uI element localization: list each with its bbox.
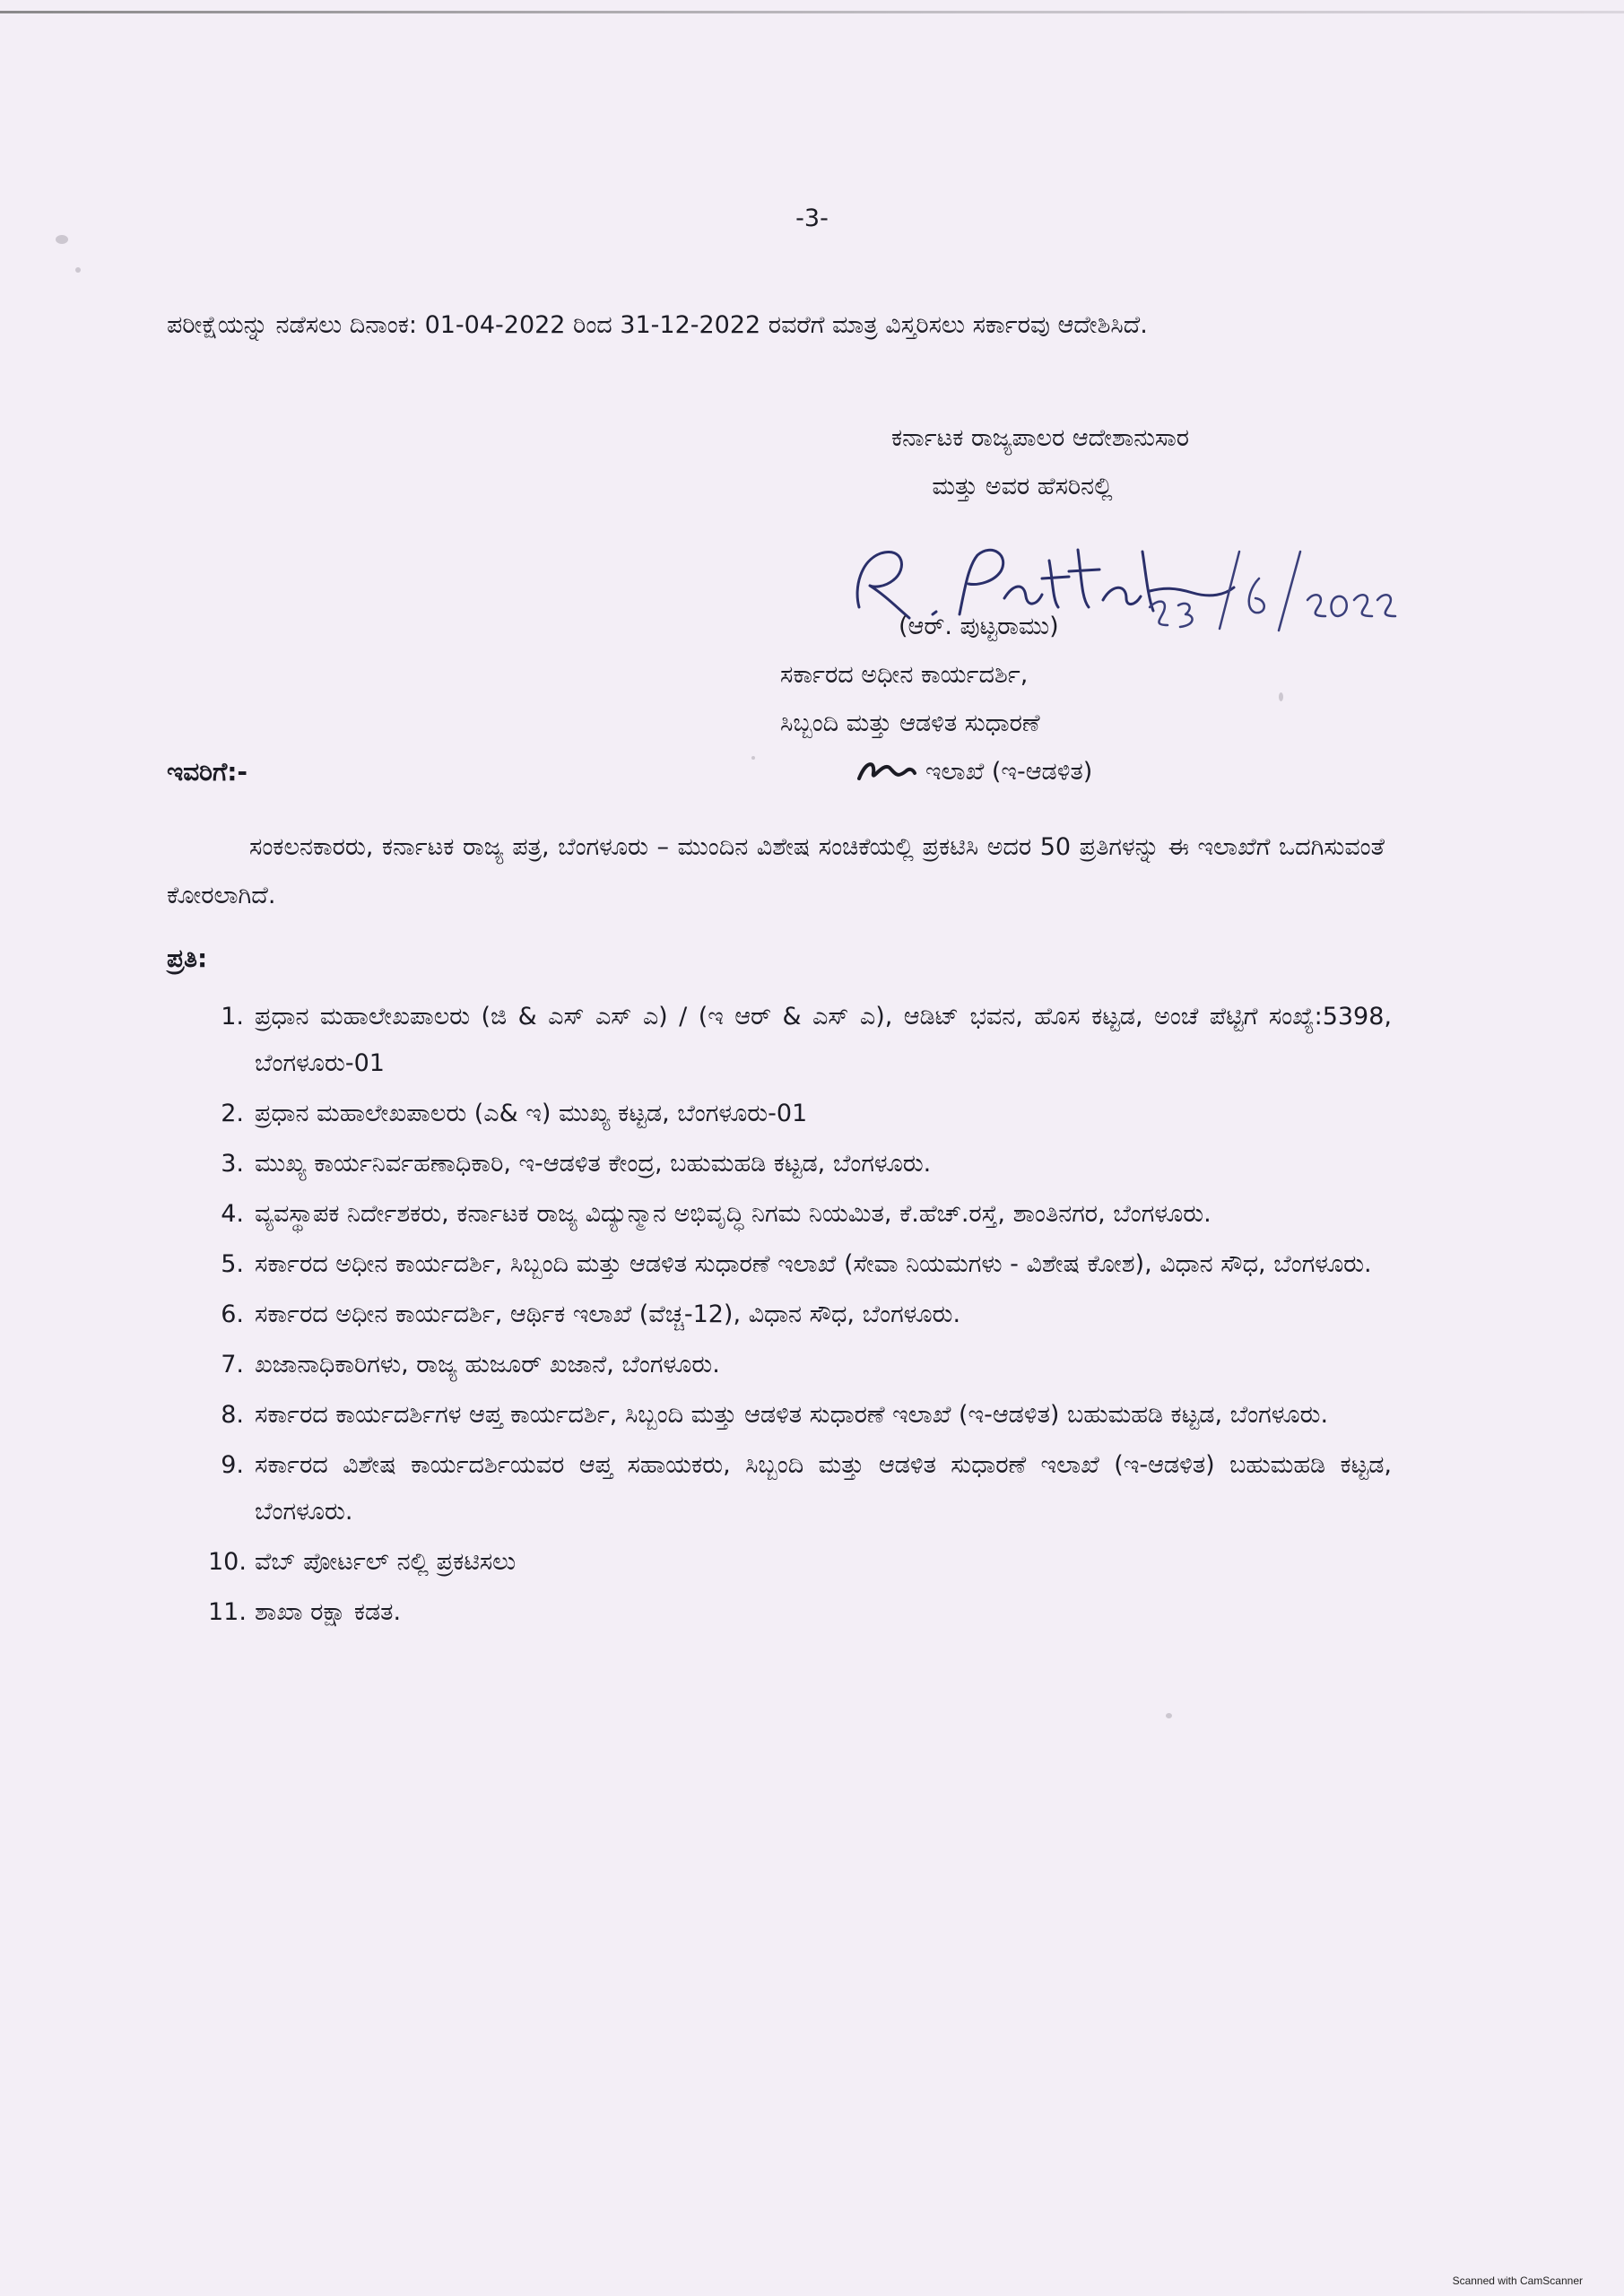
copy-item-text: ಮುಖ್ಯ ಕಾರ್ಯನಿರ್ವಹಣಾಧಿಕಾರಿ, ಇ-ಆಡಳಿತ ಕೇಂದ್ರ, ಬಹುಮಹಡಿ ಕಟ್ಟಡ, ಬೆಂಗಳೂರು. bbox=[255, 1150, 932, 1178]
signature-stroke bbox=[1142, 552, 1153, 611]
scan-top-edge bbox=[0, 11, 1624, 13]
copy-item-number: 10. bbox=[208, 1548, 247, 1576]
signatory-designation: ಸರ್ಕಾರದ ಅಧೀನ ಕಾರ್ಯದರ್ಶಿ, bbox=[780, 661, 1029, 689]
signature-stroke bbox=[1069, 550, 1099, 607]
initials-stroke bbox=[859, 764, 915, 778]
copy-list-item bbox=[208, 1091, 1392, 1137]
copy-heading: ಪ್ರತಿ: bbox=[167, 944, 208, 973]
copy-item-number: 1. bbox=[221, 1003, 244, 1031]
copy-list-item bbox=[208, 1191, 1392, 1238]
scan-speck bbox=[1166, 1713, 1172, 1718]
scan-speck bbox=[56, 235, 68, 244]
signatory-section: ಇಲಾಖೆ (ಇ-ಆಡಳಿತ) bbox=[925, 758, 1093, 786]
signatory-department: ಸಿಬ್ಬಂದಿ ಮತ್ತು ಆಡಳಿತ ಸುಧಾರಣೆ bbox=[780, 709, 1040, 737]
to-paragraph: ಸಂಕಲನಕಾರರು, ಕರ್ನಾಟಕ ರಾಜ್ಯ ಪತ್ರ, ಬೆಂಗಳೂರು – ಮುಂದಿನ ವಿಶೇಷ ಸಂಚಿಕೆಯಲ್ಲಿ ಪ್ರಕಟಿಸಿ ಅದರ 50 ಪ್ರತಿಗಳನ್ನು ಈ ಇಲಾಖೆಗೆ ಒದಗಿಸುವಂತೆ ಕೋರಲಾಗಿದೆ. bbox=[167, 833, 1385, 909]
copy-list-item bbox=[208, 1342, 1392, 1388]
copy-item-number: 8. bbox=[221, 1401, 244, 1429]
copy-item-number: 3. bbox=[221, 1150, 244, 1178]
signature-stroke bbox=[1150, 587, 1234, 596]
date-stroke bbox=[1150, 602, 1168, 625]
scan-speck bbox=[1279, 692, 1283, 701]
date-stroke bbox=[1279, 552, 1300, 631]
scan-speck bbox=[75, 267, 81, 273]
copy-list-item bbox=[208, 1589, 1392, 1636]
copy-list bbox=[208, 994, 1392, 1639]
copy-item-text: ಸರ್ಕಾರದ ಅಧೀನ ಕಾರ್ಯದರ್ಶಿ, ಸಿಬ್ಬಂದಿ ಮತ್ತು ಆಡಳಿತ ಸುಧಾರಣೆ ಇಲಾಖೆ (ಸೇವಾ ನಿಯಮಗಳು - ವಿಶೇಷ ಕೋಶ), ವಿಧಾನ ಸೌಧ, ಬೆಂಗಳೂರು. bbox=[255, 1250, 1372, 1278]
date-stroke bbox=[1307, 595, 1325, 616]
intro-paragraph: ಪರೀಕ್ಷೆಯನ್ನು ನಡೆಸಲು ದಿನಾಂಕ: 01-04-2022 ರಿಂದ 31-12-2022 ರವರೆಗೆ ಮಾತ್ರ ವಿಸ್ತರಿಸಲು ಸರ್ಕಾರವು ಆದೇಶಿಸಿದೆ. bbox=[167, 311, 1148, 339]
copy-item-text: ಪ್ರಧಾನ ಮಹಾಲೇಖಪಾಲರು (ಎ& ಇ) ಮುಖ್ಯ ಕಟ್ಟಡ, ಬೆಂಗಳೂರು-01 bbox=[255, 1100, 808, 1127]
copy-item-number: 2. bbox=[221, 1100, 244, 1127]
copy-item-number: 6. bbox=[221, 1300, 244, 1328]
date-stroke bbox=[1178, 604, 1193, 627]
date-stroke bbox=[1220, 552, 1239, 629]
copy-list-item bbox=[208, 1292, 1392, 1338]
date-stroke bbox=[1377, 595, 1395, 616]
date-stroke bbox=[1249, 578, 1264, 613]
copy-list-item bbox=[208, 994, 1392, 1087]
to-heading: ಇವರಿಗೆ:- bbox=[167, 757, 248, 787]
copy-item-text: ಸರ್ಕಾರದ ಕಾರ್ಯದರ್ಶಿಗಳ ಆಪ್ತ ಕಾರ್ಯದರ್ಶಿ, ಸಿಬ್ಬಂದಿ ಮತ್ತು ಆಡಳಿತ ಸುಧಾರಣೆ ಇಲಾಖೆ (ಇ-ಆಡಳಿತ) ಬಹುಮಹಡಿ ಕಟ್ಟಡ, ಬೆಂಗಳೂರು. bbox=[255, 1401, 1329, 1429]
copy-item-text: ವ್ಯವಸ್ಥಾಪಕ ನಿರ್ದೇಶಕರು, ಕರ್ನಾಟಕ ರಾಜ್ಯ ವಿದ್ಯುನ್ಮಾನ ಅಭಿವೃದ್ಧಿ ನಿಗಮ ನಿಯಮಿತ, ಕೆ.ಹೆಚ್.ರಸ್ತೆ, ಶಾಂತಿನಗರ, ಬೆಂಗಳೂರು. bbox=[255, 1200, 1211, 1228]
order-line-2: ಮತ್ತು ಅವರ ಹೆಸರಿನಲ್ಲಿ bbox=[932, 473, 1113, 500]
copy-list-item bbox=[208, 1241, 1392, 1288]
page-number: -3- bbox=[795, 204, 829, 232]
signature-stroke bbox=[1004, 587, 1042, 604]
copy-item-number: 7. bbox=[221, 1351, 244, 1378]
copy-item-text: ಸರ್ಕಾರದ ವಿಶೇಷ ಕಾರ್ಯದರ್ಶಿಯವರ ಆಪ್ತ ಸಹಾಯಕರು, ಸಿಬ್ಬಂದಿ ಮತ್ತು ಆಡಳಿತ ಸುಧಾರಣೆ ಇಲಾಖೆ (ಇ-ಆಡಳಿತ) ಬಹುಮಹಡಿ ಕಟ್ಟಡ, ಬೆಂಗಳೂರು. bbox=[255, 1451, 1392, 1526]
copy-item-number: 4. bbox=[221, 1200, 244, 1228]
initials-scribble bbox=[855, 755, 918, 787]
signatory-name: (ಆರ್. ಪುಟ್ಟರಾಮು) bbox=[899, 613, 1059, 640]
signature-stroke bbox=[1042, 561, 1069, 607]
copy-list-item bbox=[208, 1141, 1392, 1187]
copy-item-text: ವೆಬ್ ಪೋರ್ಟಲ್ ನಲ್ಲಿ ಪ್ರಕಟಿಸಲು bbox=[255, 1548, 517, 1576]
signature-stroke bbox=[1103, 587, 1141, 604]
copy-item-text: ಸರ್ಕಾರದ ಅಧೀನ ಕಾರ್ಯದರ್ಶಿ, ಆರ್ಥಿಕ ಇಲಾಖೆ (ವೆಚ್ಚ-12), ವಿಧಾನ ಸೌಧ, ಬೆಂಗಳೂರು. bbox=[255, 1300, 961, 1328]
scanner-watermark: Scanned with CamScanner bbox=[1452, 2274, 1583, 2287]
copy-item-number: 11. bbox=[208, 1598, 247, 1626]
copy-list-item bbox=[208, 1392, 1392, 1439]
copy-item-text: ಖಜಾನಾಧಿಕಾರಿಗಳು, ರಾಜ್ಯ ಹುಜೂರ್ ಖಜಾನೆ, ಬೆಂಗಳೂರು. bbox=[255, 1351, 720, 1378]
date-stroke bbox=[1332, 596, 1347, 616]
copy-item-number: 9. bbox=[221, 1451, 244, 1479]
order-line-1: ಕರ್ನಾಟಕ ರಾಜ್ಯಪಾಲರ ಆದೇಶಾನುಸಾರ bbox=[890, 424, 1190, 452]
copy-item-text: ಪ್ರಧಾನ ಮಹಾಲೇಖಪಾಲರು (ಜಿ & ಎಸ್ ಎಸ್ ಎ) / (ಇ ಆರ್ & ಎಸ್ ಎ), ಆಡಿಟ್ ಭವನ, ಹೊಸ ಕಟ್ಟಡ, ಅಂಚೆ ಪೆಟ್ಟಿಗೆ ಸಂಖ್ಯೆ:5398, ಬೆಂಗಳೂರು-01 bbox=[255, 1003, 1392, 1077]
scan-speck bbox=[751, 756, 755, 760]
copy-list-item bbox=[208, 1442, 1392, 1535]
copy-item-number: 5. bbox=[221, 1250, 244, 1278]
date-stroke bbox=[1354, 595, 1372, 616]
copy-list-item bbox=[208, 1539, 1392, 1586]
copy-item-text: ಶಾಖಾ ರಕ್ಷಾ ಕಡತ. bbox=[255, 1598, 402, 1626]
